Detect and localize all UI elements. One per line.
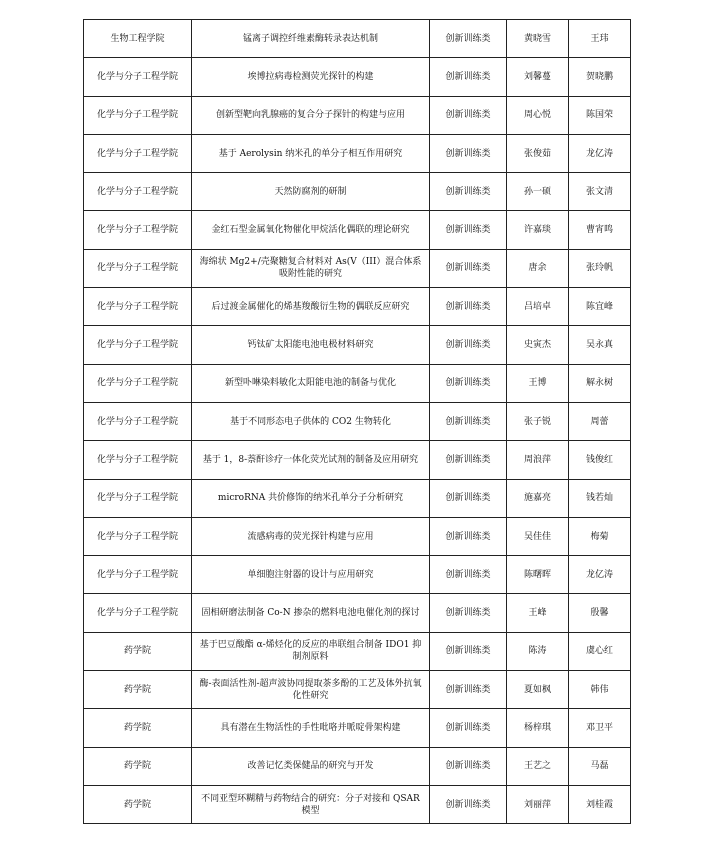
project-type-cell: 创新训练类 xyxy=(430,785,507,823)
student-leader-cell: 周心悦 xyxy=(507,96,569,134)
project-type-cell: 创新训练类 xyxy=(430,402,507,440)
advisor-cell: 韩伟 xyxy=(569,671,631,709)
table-row xyxy=(84,96,631,134)
table-row xyxy=(84,517,631,555)
student-leader-cell: 刘丽萍 xyxy=(507,785,569,823)
college-cell: 化学与分子工程学院 xyxy=(84,96,192,134)
table-row xyxy=(84,594,631,632)
student-leader-cell: 夏如枫 xyxy=(507,671,569,709)
advisor-cell: 梅菊 xyxy=(569,517,631,555)
project-title-cell: 基于不同形态电子供体的 CO2 生物转化 xyxy=(192,402,430,440)
table-row xyxy=(84,20,631,58)
project-type-cell: 创新训练类 xyxy=(430,173,507,211)
table-row xyxy=(84,211,631,249)
project-title-cell: 锰离子调控纤维素酶转录表达机制 xyxy=(192,20,430,58)
advisor-cell: 钱俊红 xyxy=(569,441,631,479)
college-cell: 化学与分子工程学院 xyxy=(84,479,192,517)
college-cell: 药学院 xyxy=(84,632,192,670)
student-leader-cell: 张子锐 xyxy=(507,402,569,440)
table-row xyxy=(84,556,631,594)
table-row xyxy=(84,402,631,440)
student-leader-cell: 周浪萍 xyxy=(507,441,569,479)
project-title-cell: microRNA 共价修饰的纳米孔单分子分析研究 xyxy=(192,479,430,517)
college-cell: 化学与分子工程学院 xyxy=(84,173,192,211)
project-title-cell: 基于巴豆酸酯 α-烯烃化的反应的串联组合制备 IDO1 抑制剂原料 xyxy=(192,632,430,670)
project-type-cell: 创新训练类 xyxy=(430,479,507,517)
advisor-cell: 周蕾 xyxy=(569,402,631,440)
table-row xyxy=(84,134,631,172)
advisor-cell: 王玮 xyxy=(569,20,631,58)
table-row xyxy=(84,173,631,211)
project-title-cell: 埃博拉病毒检测荧光探针的构建 xyxy=(192,58,430,96)
college-cell: 化学与分子工程学院 xyxy=(84,288,192,326)
table-row xyxy=(84,709,631,747)
student-leader-cell: 黄晓雪 xyxy=(507,20,569,58)
project-type-cell: 创新训练类 xyxy=(430,364,507,402)
project-type-cell: 创新训练类 xyxy=(430,747,507,785)
project-title-cell: 不同亚型环糊精与药物结合的研究：分子对接和 QSAR 模型 xyxy=(192,785,430,823)
student-leader-cell: 王峰 xyxy=(507,594,569,632)
advisor-cell: 虞心红 xyxy=(569,632,631,670)
college-cell: 化学与分子工程学院 xyxy=(84,211,192,249)
project-type-cell: 创新训练类 xyxy=(430,288,507,326)
college-cell: 化学与分子工程学院 xyxy=(84,517,192,555)
college-cell: 化学与分子工程学院 xyxy=(84,58,192,96)
college-cell: 化学与分子工程学院 xyxy=(84,134,192,172)
project-title-cell: 天然防腐剂的研制 xyxy=(192,173,430,211)
project-type-cell: 创新训练类 xyxy=(430,632,507,670)
college-cell: 化学与分子工程学院 xyxy=(84,326,192,364)
project-type-cell: 创新训练类 xyxy=(430,517,507,555)
advisor-cell: 解永树 xyxy=(569,364,631,402)
college-cell: 化学与分子工程学院 xyxy=(84,364,192,402)
project-type-cell: 创新训练类 xyxy=(430,249,507,287)
advisor-cell: 曹宵鸣 xyxy=(569,211,631,249)
project-type-cell: 创新训练类 xyxy=(430,671,507,709)
student-leader-cell: 许嘉琰 xyxy=(507,211,569,249)
project-title-cell: 具有潜在生物活性的手性吡咯并哌啶骨架构建 xyxy=(192,709,430,747)
student-leader-cell: 吴佳佳 xyxy=(507,517,569,555)
college-cell: 化学与分子工程学院 xyxy=(84,249,192,287)
table-row xyxy=(84,632,631,670)
project-title-cell: 酶-表面活性剂-超声波协同提取茶多酚的工艺及体外抗氧化性研究 xyxy=(192,671,430,709)
project-title-cell: 基于 1，8-萘酐诊疗一体化荧光试剂的制备及应用研究 xyxy=(192,441,430,479)
advisor-cell: 陈国荣 xyxy=(569,96,631,134)
advisor-cell: 钱若灿 xyxy=(569,479,631,517)
advisor-cell: 龙亿涛 xyxy=(569,556,631,594)
advisor-cell: 吴永真 xyxy=(569,326,631,364)
table-row xyxy=(84,785,631,823)
advisor-cell: 刘桂霞 xyxy=(569,785,631,823)
project-title-cell: 基于 Aerolysin 纳米孔的单分子相互作用研究 xyxy=(192,134,430,172)
college-cell: 药学院 xyxy=(84,709,192,747)
project-table-body xyxy=(84,20,631,824)
project-type-cell: 创新训练类 xyxy=(430,58,507,96)
project-type-cell: 创新训练类 xyxy=(430,326,507,364)
project-type-cell: 创新训练类 xyxy=(430,134,507,172)
student-leader-cell: 刘馨蔓 xyxy=(507,58,569,96)
project-type-cell: 创新训练类 xyxy=(430,441,507,479)
student-leader-cell: 张俊茹 xyxy=(507,134,569,172)
student-leader-cell: 唐余 xyxy=(507,249,569,287)
project-table xyxy=(83,19,631,824)
table-row xyxy=(84,288,631,326)
advisor-cell: 陈宜峰 xyxy=(569,288,631,326)
advisor-cell: 贺晓鹏 xyxy=(569,58,631,96)
project-title-cell: 改善记忆类保健品的研究与开发 xyxy=(192,747,430,785)
college-cell: 药学院 xyxy=(84,747,192,785)
student-leader-cell: 王艺之 xyxy=(507,747,569,785)
college-cell: 化学与分子工程学院 xyxy=(84,556,192,594)
table-row xyxy=(84,364,631,402)
table-row xyxy=(84,671,631,709)
project-type-cell: 创新训练类 xyxy=(430,20,507,58)
table-row xyxy=(84,249,631,287)
table-row xyxy=(84,326,631,364)
student-leader-cell: 孙一硕 xyxy=(507,173,569,211)
project-type-cell: 创新训练类 xyxy=(430,594,507,632)
project-type-cell: 创新训练类 xyxy=(430,96,507,134)
college-cell: 药学院 xyxy=(84,785,192,823)
project-title-cell: 单细胞注射器的设计与应用研究 xyxy=(192,556,430,594)
student-leader-cell: 陈涛 xyxy=(507,632,569,670)
advisor-cell: 殷馨 xyxy=(569,594,631,632)
table-row xyxy=(84,747,631,785)
table-row xyxy=(84,479,631,517)
project-title-cell: 创新型靶向乳腺癌的复合分子探针的构建与应用 xyxy=(192,96,430,134)
project-title-cell: 金红石型金属氧化物催化甲烷活化偶联的理论研究 xyxy=(192,211,430,249)
college-cell: 化学与分子工程学院 xyxy=(84,594,192,632)
advisor-cell: 张文清 xyxy=(569,173,631,211)
advisor-cell: 龙亿涛 xyxy=(569,134,631,172)
student-leader-cell: 杨梓琪 xyxy=(507,709,569,747)
college-cell: 化学与分子工程学院 xyxy=(84,402,192,440)
student-leader-cell: 史寅杰 xyxy=(507,326,569,364)
project-title-cell: 海绵状 Mg2+/壳聚糖复合材料对 As(V（III）混合体系吸附性能的研究 xyxy=(192,249,430,287)
college-cell: 化学与分子工程学院 xyxy=(84,441,192,479)
project-title-cell: 新型卟啉染料敏化太阳能电池的制备与优化 xyxy=(192,364,430,402)
student-leader-cell: 吕培卓 xyxy=(507,288,569,326)
student-leader-cell: 施嘉亮 xyxy=(507,479,569,517)
advisor-cell: 邓卫平 xyxy=(569,709,631,747)
student-leader-cell: 陈曙晖 xyxy=(507,556,569,594)
college-cell: 药学院 xyxy=(84,671,192,709)
project-title-cell: 流感病毒的荧光探针构建与应用 xyxy=(192,517,430,555)
advisor-cell: 马磊 xyxy=(569,747,631,785)
advisor-cell: 张玲帆 xyxy=(569,249,631,287)
student-leader-cell: 王博 xyxy=(507,364,569,402)
table-row xyxy=(84,58,631,96)
project-type-cell: 创新训练类 xyxy=(430,211,507,249)
project-type-cell: 创新训练类 xyxy=(430,709,507,747)
college-cell: 生物工程学院 xyxy=(84,20,192,58)
table-row xyxy=(84,441,631,479)
project-title-cell: 固相研磨法制备 Co-N 掺杂的燃料电池电催化剂的探讨 xyxy=(192,594,430,632)
project-title-cell: 后过渡金属催化的烯基羧酸衍生物的偶联反应研究 xyxy=(192,288,430,326)
project-title-cell: 钙钛矿太阳能电池电极材料研究 xyxy=(192,326,430,364)
project-type-cell: 创新训练类 xyxy=(430,556,507,594)
